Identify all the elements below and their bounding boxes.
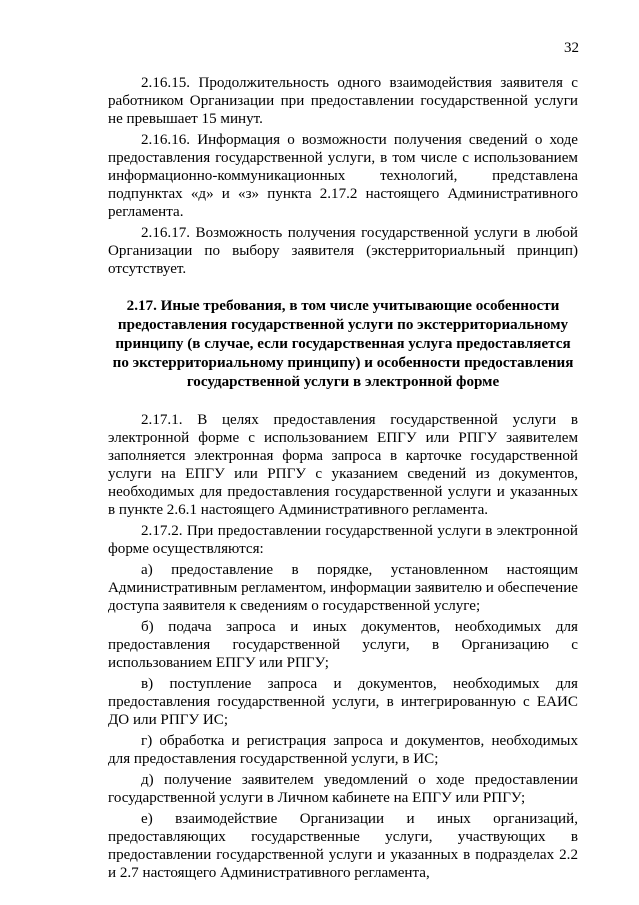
page-number: 32 [564,40,579,56]
paragraph-2-17-2: 2.17.2. При предоставлении государственной услуги в электронной форме осуществляются: [108,523,578,557]
paragraph-2-16-17: 2.16.17. Возможность получения государственной услуги в любой Организации по выбору заявителя (экстерриториальный принцип) отсутствует. [108,225,578,277]
paragraph-2-16-15: 2.16.15. Продолжительность одного взаимодействия заявителя с работником Организации при предоставлении государственной услуги не превышает 15 минут. [108,75,578,127]
section-heading-2-17: 2.17. Иные требования, в том числе учитывающие особенности предоставления государственной услуги по экстерриториальному принципу (в случае, если государственная услуга предоставляется по экстерриториальному принципу) и особенности предоставления государственной услуги в электронной форме [112,298,574,390]
list-item-d: д) получение заявителем уведомлений о ходе предоставлении государственной услуги в Личном кабинете на ЕПГУ или РПГУ; [108,772,578,806]
paragraph-2-16-16: 2.16.16. Информация о возможности получения сведений о ходе предоставления государственной услуги, в том числе с использованием информационно-коммуникационных технологий, представлена подпунктах «д» и «з» пункта 2.17.2 настоящего Административного регламента. [108,132,578,220]
list-item-v: в) поступление запроса и документов, необходимых для предоставления государственной услуги, в интегрированную с ЕАИС ДО или РПГУ ИС; [108,676,578,728]
list-item-g: г) обработка и регистрация запроса и документов, необходимых для предоставления государственной услуги, в ИС; [108,733,578,767]
list-item-b: б) подача запроса и иных документов, необходимых для предоставления государственной услуги, в Организацию с использованием ЕПГУ или РПГУ; [108,619,578,671]
list-item-e: е) взаимодействие Организации и иных организаций, предоставляющих государственные услуги, участвующих в предоставлении государственной услуги и указанных в подразделах 2.2 и 2.7 настоящего Административного регламента, [108,811,578,881]
list-item-a: а) предоставление в порядке, установленном настоящим Административным регламентом, информации заявителю и обеспечение доступа заявителя к сведениям о государственной услуге; [108,562,578,614]
document-body [108,74,578,885]
paragraph-2-17-1: 2.17.1. В целях предоставления государственной услуги в электронной форме с использованием ЕПГУ или РПГУ заявителем заполняется электронная форма запроса в карточке государственной услуги на ЕПГУ или РПГУ с указанием сведений из документов, необходимых для предоставления государственной услуги и указанных в пункте 2.6.1 настоящего Административного регламента. [108,412,578,518]
